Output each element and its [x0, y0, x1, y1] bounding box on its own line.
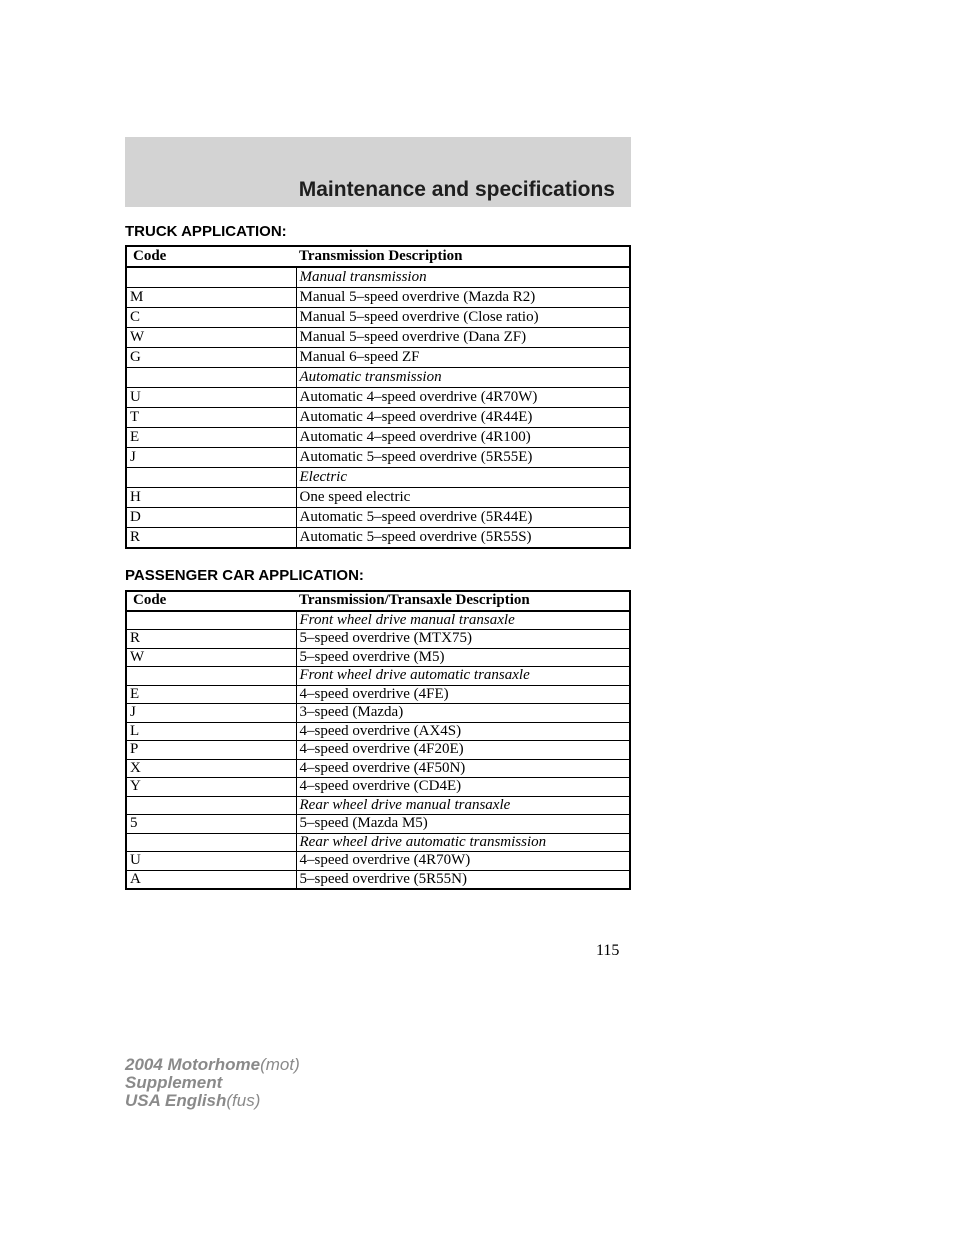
- code-cell: D: [126, 508, 296, 528]
- table-header-row: [126, 246, 630, 267]
- column-header-description: Transmission Description: [299, 248, 463, 264]
- description-cell: Rear wheel drive manual transaxle: [296, 796, 630, 815]
- table-row: [126, 704, 630, 723]
- description-cell: Automatic 5–speed overdrive (5R44E): [296, 508, 630, 528]
- code-cell: E: [126, 685, 296, 704]
- footer-line-3: [125, 1092, 300, 1110]
- column-header-description: Transmission/Transaxle Description: [299, 592, 530, 609]
- section-header-band: [125, 137, 631, 207]
- table-row: [126, 778, 630, 797]
- description-cell: Manual 6–speed ZF: [296, 348, 630, 368]
- description-cell: One speed electric: [296, 488, 630, 508]
- code-cell: 5: [126, 815, 296, 834]
- table-row: [126, 508, 630, 528]
- page-number: 115: [596, 942, 620, 959]
- description-cell: 5–speed overdrive (MTX75): [296, 630, 630, 649]
- code-cell: J: [126, 448, 296, 468]
- description-cell: 3–speed (Mazda): [296, 704, 630, 723]
- table-row: [126, 468, 630, 488]
- code-cell: [126, 667, 296, 686]
- table-row: [126, 796, 630, 815]
- code-cell: R: [126, 630, 296, 649]
- table-row: [126, 870, 630, 889]
- code-cell: A: [126, 870, 296, 889]
- table-row: [126, 408, 630, 428]
- footer-publication-code: (mot): [260, 1055, 300, 1074]
- footer-language-code: (fus): [226, 1091, 261, 1110]
- description-cell: Manual transmission: [296, 267, 630, 288]
- footer-line-1: [125, 1056, 300, 1074]
- table-row: [126, 288, 630, 308]
- code-cell: L: [126, 722, 296, 741]
- code-cell: M: [126, 288, 296, 308]
- table-row: [126, 667, 630, 686]
- footer-line-2: Supplement: [125, 1073, 223, 1092]
- truck-transmission-table: [125, 245, 631, 549]
- document-footer: [125, 1056, 300, 1110]
- table-row: [126, 328, 630, 348]
- table-row: [126, 528, 630, 549]
- code-cell: H: [126, 488, 296, 508]
- description-cell: Automatic 4–speed overdrive (4R100): [296, 428, 630, 448]
- code-cell: [126, 368, 296, 388]
- description-cell: Automatic 5–speed overdrive (5R55E): [296, 448, 630, 468]
- description-cell: Automatic 5–speed overdrive (5R55S): [296, 528, 630, 549]
- description-cell: Manual 5–speed overdrive (Mazda R2): [296, 288, 630, 308]
- code-cell: J: [126, 704, 296, 723]
- passenger-transmission-table: [125, 590, 631, 890]
- description-cell: Automatic transmission: [296, 368, 630, 388]
- description-cell: Front wheel drive manual transaxle: [296, 611, 630, 630]
- code-cell: [126, 267, 296, 288]
- code-cell: E: [126, 428, 296, 448]
- description-cell: 4–speed overdrive (4FE): [296, 685, 630, 704]
- code-cell: U: [126, 388, 296, 408]
- code-cell: [126, 468, 296, 488]
- code-cell: P: [126, 741, 296, 760]
- code-cell: [126, 796, 296, 815]
- description-cell: Automatic 4–speed overdrive (4R44E): [296, 408, 630, 428]
- table-row: [126, 611, 630, 630]
- table-row: [126, 648, 630, 667]
- code-cell: W: [126, 328, 296, 348]
- description-cell: Front wheel drive automatic transaxle: [296, 667, 630, 686]
- description-cell: Manual 5–speed overdrive (Close ratio): [296, 308, 630, 328]
- table-header-row: [126, 591, 630, 611]
- table-row: [126, 488, 630, 508]
- table-row: [126, 448, 630, 468]
- table-row: [126, 815, 630, 834]
- table-row: [126, 852, 630, 871]
- code-cell: C: [126, 308, 296, 328]
- description-cell: 5–speed (Mazda M5): [296, 815, 630, 834]
- code-cell: X: [126, 759, 296, 778]
- description-cell: 4–speed overdrive (4R70W): [296, 852, 630, 871]
- footer-publication: 2004 Motorhome: [125, 1055, 261, 1074]
- code-cell: U: [126, 852, 296, 871]
- description-cell: Rear wheel drive automatic transmission: [296, 833, 630, 852]
- table-row: [126, 741, 630, 760]
- table-row: [126, 722, 630, 741]
- code-cell: G: [126, 348, 296, 368]
- table-row: [126, 388, 630, 408]
- table-row: [126, 308, 630, 328]
- description-cell: 5–speed overdrive (M5): [296, 648, 630, 667]
- section-title: Maintenance and specifications: [298, 178, 615, 201]
- table-row: [126, 759, 630, 778]
- code-cell: T: [126, 408, 296, 428]
- table-row: [126, 630, 630, 649]
- column-header-code: Code: [133, 248, 167, 264]
- table-row: [126, 833, 630, 852]
- description-cell: 4–speed overdrive (CD4E): [296, 778, 630, 797]
- table-row: [126, 267, 630, 288]
- description-cell: Manual 5–speed overdrive (Dana ZF): [296, 328, 630, 348]
- table-row: [126, 348, 630, 368]
- table-row: [126, 428, 630, 448]
- truck-application-heading: TRUCK APPLICATION:: [125, 223, 287, 240]
- code-cell: Y: [126, 778, 296, 797]
- column-header-code: Code: [133, 592, 167, 609]
- code-cell: [126, 611, 296, 630]
- footer-language: USA English: [125, 1091, 227, 1110]
- code-cell: W: [126, 648, 296, 667]
- description-cell: Electric: [296, 468, 630, 488]
- description-cell: 4–speed overdrive (4F50N): [296, 759, 630, 778]
- description-cell: 5–speed overdrive (5R55N): [296, 870, 630, 889]
- description-cell: 4–speed overdrive (AX4S): [296, 722, 630, 741]
- code-cell: R: [126, 528, 296, 549]
- table-row: [126, 368, 630, 388]
- description-cell: Automatic 4–speed overdrive (4R70W): [296, 388, 630, 408]
- code-cell: [126, 833, 296, 852]
- description-cell: 4–speed overdrive (4F20E): [296, 741, 630, 760]
- passenger-car-application-heading: PASSENGER CAR APPLICATION:: [125, 567, 364, 584]
- table-row: [126, 685, 630, 704]
